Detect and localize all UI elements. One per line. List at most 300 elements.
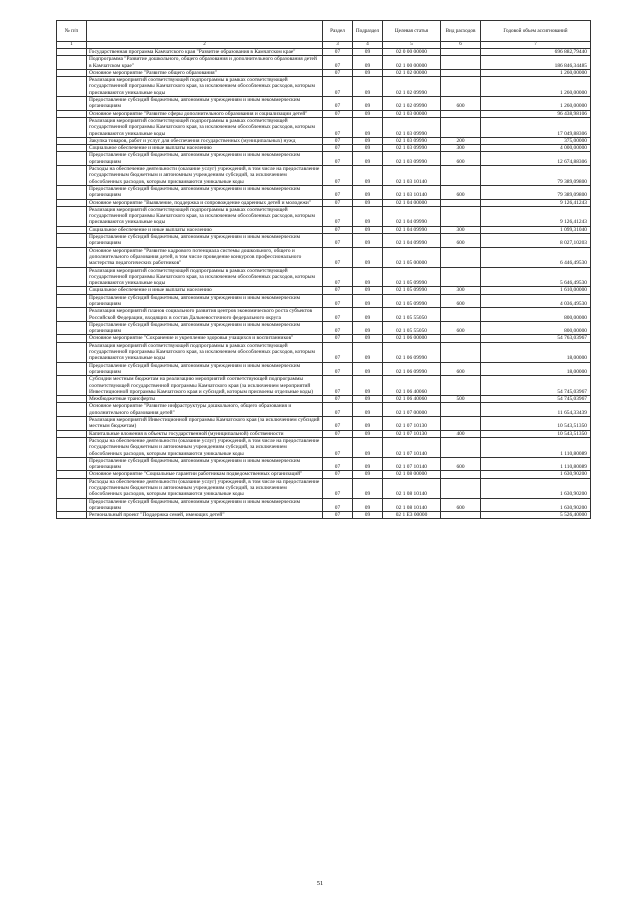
table-row xyxy=(57,403,591,417)
item-name-cell: Основное мероприятие "Развитие инфраструктуры дошкольного, общего образования и дополнительного образования детей" xyxy=(87,403,323,417)
expense-type-cell xyxy=(441,49,481,56)
expense-type-cell xyxy=(441,247,481,267)
table-row xyxy=(57,417,591,431)
section-code-cell: 07 xyxy=(323,69,353,76)
subsection-code-cell: 09 xyxy=(353,267,383,287)
row-number-cell xyxy=(57,137,87,144)
table-row xyxy=(57,247,591,267)
row-number-cell xyxy=(57,49,87,56)
item-name-cell: Реализация мероприятий соответствующей подпрограммы в рамках соответствующей государственной программы Камчатского края, за исключением обособленных расходов, которым присваиваются уникальные коды xyxy=(87,342,323,362)
subsection-code-cell: 09 xyxy=(353,287,383,294)
table-row xyxy=(57,199,591,206)
item-name-cell: Основное мероприятие "Выявление, поддержка и сопровождение одаренных детей и молодежи" xyxy=(87,199,323,206)
subsection-code-cell: 09 xyxy=(353,512,383,519)
section-code-cell: 07 xyxy=(323,117,353,137)
column-number: 5 xyxy=(383,42,441,49)
table-row xyxy=(57,308,591,322)
annual-sum-cell: 1 630,90200 xyxy=(481,478,591,498)
subsection-code-cell: 09 xyxy=(353,97,383,111)
column-number: 4 xyxy=(353,42,383,49)
table-row xyxy=(57,294,591,308)
annual-sum-cell: 1 260,00000 xyxy=(481,69,591,76)
expense-type-cell: 300 xyxy=(441,287,481,294)
subsection-code-cell: 09 xyxy=(353,362,383,376)
subsection-code-cell: 09 xyxy=(353,77,383,97)
item-name-cell: Подпрограмма "Развитие дошкольного, общего образования и дополнительного образования детей в Камчатском крае" xyxy=(87,56,323,70)
target-article-cell: 02 1 06 09990 xyxy=(383,342,441,362)
column-number: 1 xyxy=(57,42,87,49)
expense-type-cell: 600 xyxy=(441,498,481,512)
item-name-cell: Предоставление субсидий бюджетным, автономным учреждениям и иным некоммерческим организациям xyxy=(87,498,323,512)
item-name-cell: Предоставление субсидий бюджетным, автономным учреждениям и иным некоммерческим организациям xyxy=(87,294,323,308)
section-code-cell: 07 xyxy=(323,110,353,117)
annual-sum-cell: 54 745,03967 xyxy=(481,376,591,396)
row-number-cell xyxy=(57,437,87,457)
expense-type-cell xyxy=(441,199,481,206)
table-row xyxy=(57,166,591,186)
expense-type-cell: 600 xyxy=(441,457,481,471)
table-row xyxy=(57,471,591,478)
target-article-cell: 02 1 03 10140 xyxy=(383,185,441,199)
section-code-cell: 07 xyxy=(323,362,353,376)
expense-type-cell xyxy=(441,342,481,362)
row-number-cell xyxy=(57,321,87,335)
item-name-cell: Социальное обеспечение и иные выплаты населению xyxy=(87,226,323,233)
target-article-cell: 02 1 07 10140 xyxy=(383,437,441,457)
item-name-cell: Государственная программа Камчатского края "Развитие образования в Камчатском крае" xyxy=(87,49,323,56)
expense-type-cell xyxy=(441,417,481,431)
target-article-cell: 02 1 07 10130 xyxy=(383,430,441,437)
target-article-cell: 02 1 E3 00000 xyxy=(383,512,441,519)
section-code-cell: 07 xyxy=(323,342,353,362)
annual-sum-cell: 800,00000 xyxy=(481,308,591,322)
section-code-cell: 07 xyxy=(323,234,353,248)
row-number-cell xyxy=(57,110,87,117)
item-name-cell: Предоставление субсидий бюджетным, автономным учреждениям и иным некоммерческим организациям xyxy=(87,152,323,166)
item-name-cell: Предоставление субсидий бюджетным, автономным учреждениям и иным некоммерческим организациям xyxy=(87,321,323,335)
subsection-code-cell: 09 xyxy=(353,234,383,248)
target-article-cell: 02 1 02 00000 xyxy=(383,69,441,76)
row-number-cell xyxy=(57,403,87,417)
row-number-cell xyxy=(57,145,87,152)
table-row xyxy=(57,376,591,396)
row-number-cell xyxy=(57,335,87,342)
section-code-cell: 07 xyxy=(323,185,353,199)
subsection-code-cell: 09 xyxy=(353,335,383,342)
target-article-cell: 02 1 04 09990 xyxy=(383,206,441,226)
annual-sum-cell: 186 846,34485 xyxy=(481,56,591,70)
header-razdel: Раздел xyxy=(323,21,353,42)
row-number-cell xyxy=(57,512,87,519)
row-number-cell xyxy=(57,199,87,206)
target-article-cell: 02 1 08 00000 xyxy=(383,471,441,478)
target-article-cell: 02 1 03 09990 xyxy=(383,145,441,152)
subsection-code-cell: 09 xyxy=(353,308,383,322)
column-number: 2 xyxy=(87,42,323,49)
target-article-cell: 02 1 08 10140 xyxy=(383,478,441,498)
table-row xyxy=(57,117,591,137)
row-number-cell xyxy=(57,362,87,376)
annual-sum-cell: 1 110,80089 xyxy=(481,437,591,457)
expense-type-cell xyxy=(441,471,481,478)
section-code-cell: 07 xyxy=(323,206,353,226)
subsection-code-cell: 09 xyxy=(353,376,383,396)
row-number-cell xyxy=(57,267,87,287)
expense-type-cell: 600 xyxy=(441,362,481,376)
table-row xyxy=(57,430,591,437)
section-code-cell: 07 xyxy=(323,199,353,206)
table-row xyxy=(57,152,591,166)
row-number-cell xyxy=(57,234,87,248)
target-article-cell: 02 1 05 55050 xyxy=(383,308,441,322)
subsection-code-cell: 09 xyxy=(353,69,383,76)
table-row xyxy=(57,498,591,512)
section-code-cell: 07 xyxy=(323,287,353,294)
section-code-cell: 07 xyxy=(323,376,353,396)
target-article-cell: 02 1 06 00000 xyxy=(383,335,441,342)
table-row xyxy=(57,321,591,335)
row-number-cell xyxy=(57,69,87,76)
row-number-cell xyxy=(57,308,87,322)
subsection-code-cell: 09 xyxy=(353,226,383,233)
annual-sum-cell: 800,00000 xyxy=(481,321,591,335)
subsection-code-cell: 09 xyxy=(353,417,383,431)
item-name-cell: Реализация мероприятий соответствующей подпрограммы в рамках соответствующей государственной программы Камчатского края, за исключением обособленных расходов, которым присваиваются уникальные коды xyxy=(87,117,323,137)
annual-sum-cell: 54 745,03967 xyxy=(481,396,591,403)
column-number-row xyxy=(57,42,591,49)
item-name-cell: Расходы на обеспечение деятельности (оказание услуг) учреждений, в том числе на предоставление государственным бюджетным и автономным учреждениям субсидий, за исключением обособленных расходов, которым присваиваются уникальные коды xyxy=(87,437,323,457)
item-name-cell: Межбюджетные трансферты xyxy=(87,396,323,403)
table-row xyxy=(57,185,591,199)
subsection-code-cell: 09 xyxy=(353,437,383,457)
item-name-cell: Предоставление субсидий бюджетным, автономным учреждениям и иным некоммерческим организациям xyxy=(87,97,323,111)
target-article-cell: 02 0 00 00000 xyxy=(383,49,441,56)
section-code-cell: 07 xyxy=(323,437,353,457)
column-number: 6 xyxy=(441,42,481,49)
row-number-cell xyxy=(57,226,87,233)
expense-type-cell xyxy=(441,376,481,396)
section-code-cell: 07 xyxy=(323,417,353,431)
annual-sum-cell: 375,00000 xyxy=(481,137,591,144)
annual-sum-cell: 4 000,00000 xyxy=(481,145,591,152)
section-code-cell: 07 xyxy=(323,403,353,417)
table-row xyxy=(57,335,591,342)
annual-sum-cell: 5 646,49530 xyxy=(481,267,591,287)
target-article-cell: 02 1 03 10140 xyxy=(383,166,441,186)
expense-type-cell xyxy=(441,512,481,519)
item-name-cell: Предоставление субсидий бюджетным, автономным учреждениям и иным некоммерческим организациям xyxy=(87,362,323,376)
expense-type-cell xyxy=(441,117,481,137)
section-code-cell: 07 xyxy=(323,396,353,403)
annual-sum-cell: 79 389,09800 xyxy=(481,185,591,199)
table-row xyxy=(57,396,591,403)
subsection-code-cell: 09 xyxy=(353,342,383,362)
annual-sum-cell: 9 126,41243 xyxy=(481,199,591,206)
item-name-cell: Реализация мероприятий соответствующей подпрограммы в рамках соответствующей государственной программы Камчатского края, за исключением обособленных расходов, которым присваиваются уникальные коды xyxy=(87,206,323,226)
column-number: 3 xyxy=(323,42,353,49)
target-article-cell: 02 1 06 09990 xyxy=(383,362,441,376)
header-num: № п/п xyxy=(57,21,87,42)
table-row xyxy=(57,267,591,287)
expense-type-cell xyxy=(441,69,481,76)
expense-type-cell: 300 xyxy=(441,145,481,152)
item-name-cell: Закупка товаров, работ и услуг для обеспечения государственных (муниципальных) нужд xyxy=(87,137,323,144)
item-name-cell: Основное мероприятие "Развитие кадрового потенциала системы дошкольного, общего и дополнительного образования детей, в том числе проведение конкурсов профессионального мастерства педагогических работников" xyxy=(87,247,323,267)
target-article-cell: 02 1 03 09990 xyxy=(383,117,441,137)
expense-type-cell: 400 xyxy=(441,430,481,437)
expense-type-cell: 600 xyxy=(441,97,481,111)
subsection-code-cell: 09 xyxy=(353,498,383,512)
annual-sum-cell: 8 027,10203 xyxy=(481,234,591,248)
subsection-code-cell: 09 xyxy=(353,49,383,56)
table-row xyxy=(57,97,591,111)
target-article-cell: 02 1 07 10140 xyxy=(383,457,441,471)
annual-sum-cell: 10 543,51350 xyxy=(481,417,591,431)
table-row xyxy=(57,145,591,152)
expense-type-cell: 300 xyxy=(441,226,481,233)
item-name-cell: Реализация мероприятий планов социального развития центров экономического роста субъектов Российской Федерации, входящих в состав Дальневосточного федерального округа xyxy=(87,308,323,322)
subsection-code-cell: 09 xyxy=(353,471,383,478)
subsection-code-cell: 09 xyxy=(353,185,383,199)
subsection-code-cell: 09 xyxy=(353,478,383,498)
section-code-cell: 07 xyxy=(323,145,353,152)
expense-type-cell xyxy=(441,56,481,70)
table-row xyxy=(57,342,591,362)
item-name-cell: Основное мероприятие "Сохранение и укрепление здоровья учащихся и воспитанников" xyxy=(87,335,323,342)
row-number-cell xyxy=(57,471,87,478)
target-article-cell: 02 1 05 55050 xyxy=(383,321,441,335)
section-code-cell: 07 xyxy=(323,49,353,56)
table-row xyxy=(57,226,591,233)
target-article-cell: 02 1 00 00000 xyxy=(383,56,441,70)
item-name-cell: Основное мероприятие "Социальные гарантии работникам подведомственных организаций" xyxy=(87,471,323,478)
subsection-code-cell: 09 xyxy=(353,321,383,335)
subsection-code-cell: 09 xyxy=(353,294,383,308)
annual-sum-cell: 18,00000 xyxy=(481,362,591,376)
annual-sum-cell: 1 260,00000 xyxy=(481,77,591,97)
target-article-cell: 02 1 07 10130 xyxy=(383,417,441,431)
column-number: 7 xyxy=(481,42,591,49)
table-row xyxy=(57,362,591,376)
annual-sum-cell: 5 526,40000 xyxy=(481,512,591,519)
item-name-cell: Социальное обеспечение и иные выплаты населению xyxy=(87,287,323,294)
table-row xyxy=(57,206,591,226)
item-name-cell: Социальное обеспечение и иные выплаты населению xyxy=(87,145,323,152)
expense-type-cell xyxy=(441,77,481,97)
row-number-cell xyxy=(57,185,87,199)
target-article-cell: 02 1 06 40060 xyxy=(383,396,441,403)
target-article-cell: 02 1 03 00000 xyxy=(383,110,441,117)
expense-type-cell: 500 xyxy=(441,396,481,403)
row-number-cell xyxy=(57,166,87,186)
annual-sum-cell: 1 630,90200 xyxy=(481,471,591,478)
table-row xyxy=(57,437,591,457)
target-article-cell: 02 1 04 09990 xyxy=(383,226,441,233)
item-name-cell: Реализация мероприятий соответствующей подпрограммы в рамках соответствующей государственной программы Камчатского края, за исключением обособленных расходов, которым присваиваются уникальные коды xyxy=(87,77,323,97)
target-article-cell: 02 1 06 40060 xyxy=(383,376,441,396)
table-row xyxy=(57,478,591,498)
subsection-code-cell: 09 xyxy=(353,166,383,186)
expense-type-cell xyxy=(441,206,481,226)
section-code-cell: 07 xyxy=(323,247,353,267)
item-name-cell: Реализация мероприятий Инвестиционной программы Камчатского края (за исключением субсидий местным бюджетам) xyxy=(87,417,323,431)
expense-type-cell xyxy=(441,166,481,186)
annual-sum-cell: 696 882,79440 xyxy=(481,49,591,56)
expense-type-cell xyxy=(441,110,481,117)
row-number-cell xyxy=(57,56,87,70)
item-name-cell: Предоставление субсидий бюджетным, автономным учреждениям и иным некоммерческим организациям xyxy=(87,185,323,199)
item-name-cell: Региональный проект "Поддержка семей, имеющих детей" xyxy=(87,512,323,519)
row-number-cell xyxy=(57,206,87,226)
target-article-cell: 02 1 04 00000 xyxy=(383,199,441,206)
annual-sum-cell: 17 049,88306 xyxy=(481,117,591,137)
section-code-cell: 07 xyxy=(323,498,353,512)
table-row xyxy=(57,69,591,76)
section-code-cell: 07 xyxy=(323,226,353,233)
item-name-cell: Капитальные вложения в объекты государственной (муниципальной) собственности xyxy=(87,430,323,437)
target-article-cell: 02 1 05 09990 xyxy=(383,267,441,287)
section-code-cell: 07 xyxy=(323,152,353,166)
item-name-cell: Предоставление субсидий бюджетным, автономным учреждениям и иным некоммерческим организациям xyxy=(87,457,323,471)
row-number-cell xyxy=(57,498,87,512)
annual-sum-cell: 79 389,09800 xyxy=(481,166,591,186)
annual-sum-cell: 1 610,00000 xyxy=(481,287,591,294)
row-number-cell xyxy=(57,396,87,403)
annual-sum-cell: 18,00000 xyxy=(481,342,591,362)
item-name-cell: Основное мероприятие "Развитие общего образования" xyxy=(87,69,323,76)
expense-type-cell: 200 xyxy=(441,137,481,144)
table-row xyxy=(57,287,591,294)
row-number-cell xyxy=(57,117,87,137)
table-header-row xyxy=(57,21,591,42)
table-row xyxy=(57,137,591,144)
subsection-code-cell: 09 xyxy=(353,199,383,206)
expense-type-cell xyxy=(441,308,481,322)
annual-sum-cell: 11 654,33439 xyxy=(481,403,591,417)
expense-type-cell xyxy=(441,437,481,457)
subsection-code-cell: 09 xyxy=(353,457,383,471)
annual-sum-cell: 54 763,03967 xyxy=(481,335,591,342)
subsection-code-cell: 09 xyxy=(353,430,383,437)
annual-sum-cell: 12 674,88306 xyxy=(481,152,591,166)
row-number-cell xyxy=(57,97,87,111)
budget-table-page xyxy=(56,20,590,519)
table-row xyxy=(57,234,591,248)
target-article-cell: 02 1 05 00000 xyxy=(383,247,441,267)
subsection-code-cell: 09 xyxy=(353,206,383,226)
item-name-cell: Расходы на обеспечение деятельности (оказание услуг) учреждений, в том числе на предоставление государственным бюджетным и автономным учреждениям субсидий, за исключением обособленных расходов, которым присваиваются уникальные коды xyxy=(87,166,323,186)
table-row xyxy=(57,110,591,117)
row-number-cell xyxy=(57,294,87,308)
subsection-code-cell: 09 xyxy=(353,403,383,417)
target-article-cell: 02 1 02 09990 xyxy=(383,97,441,111)
row-number-cell xyxy=(57,342,87,362)
section-code-cell: 07 xyxy=(323,512,353,519)
table-row xyxy=(57,457,591,471)
target-article-cell: 02 1 04 09990 xyxy=(383,234,441,248)
section-code-cell: 07 xyxy=(323,457,353,471)
annual-sum-cell: 10 543,51350 xyxy=(481,430,591,437)
table-row xyxy=(57,56,591,70)
annual-sum-cell: 1 110,80089 xyxy=(481,457,591,471)
row-number-cell xyxy=(57,417,87,431)
target-article-cell: 02 1 08 10140 xyxy=(383,498,441,512)
section-code-cell: 07 xyxy=(323,137,353,144)
annual-sum-cell: 6 446,49530 xyxy=(481,247,591,267)
annual-sum-cell: 9 126,41243 xyxy=(481,206,591,226)
row-number-cell xyxy=(57,152,87,166)
section-code-cell: 07 xyxy=(323,56,353,70)
row-number-cell xyxy=(57,247,87,267)
section-code-cell: 07 xyxy=(323,308,353,322)
subsection-code-cell: 09 xyxy=(353,247,383,267)
item-name-cell: Основное мероприятие "Развитие сферы дополнительного образования и социализации детей" xyxy=(87,110,323,117)
annual-sum-cell: 1 099,31040 xyxy=(481,226,591,233)
item-name-cell: Предоставление субсидий бюджетным, автономным учреждениям и иным некоммерческим организациям xyxy=(87,234,323,248)
annual-sum-cell: 1 630,90200 xyxy=(481,498,591,512)
header-expense-type: Вид расходов xyxy=(441,21,481,42)
budget-allocation-table xyxy=(56,20,591,519)
row-number-cell xyxy=(57,77,87,97)
expense-type-cell: 600 xyxy=(441,294,481,308)
subsection-code-cell: 09 xyxy=(353,396,383,403)
annual-sum-cell: 4 036,49530 xyxy=(481,294,591,308)
section-code-cell: 07 xyxy=(323,321,353,335)
table-row xyxy=(57,77,591,97)
section-code-cell: 07 xyxy=(323,77,353,97)
item-name-cell: Расходы на обеспечение деятельности (оказание услуг) учреждений, в том числе на предоставление государственным бюджетным и автономным учреждениям субсидий, за исключением обособленных расходов, которым присваиваются уникальные коды xyxy=(87,478,323,498)
section-code-cell: 07 xyxy=(323,430,353,437)
section-code-cell: 07 xyxy=(323,478,353,498)
expense-type-cell: 600 xyxy=(441,185,481,199)
annual-sum-cell: 1 260,00000 xyxy=(481,97,591,111)
item-name-cell: Реализация мероприятий соответствующей подпрограммы в рамках соответствующей государственной программы Камчатского края, за исключением обособленных расходов, которым присваиваются уникальные коды xyxy=(87,267,323,287)
target-article-cell: 02 1 05 09990 xyxy=(383,294,441,308)
expense-type-cell xyxy=(441,478,481,498)
header-annual-sum: Годовой объем ассигнований xyxy=(481,21,591,42)
row-number-cell xyxy=(57,287,87,294)
section-code-cell: 07 xyxy=(323,335,353,342)
section-code-cell: 07 xyxy=(323,471,353,478)
subsection-code-cell: 09 xyxy=(353,117,383,137)
annual-sum-cell: 96 438,98106 xyxy=(481,110,591,117)
subsection-code-cell: 09 xyxy=(353,110,383,117)
expense-type-cell xyxy=(441,403,481,417)
header-target-article: Целевая статья xyxy=(383,21,441,42)
item-name-cell: Субсидии местным бюджетам на реализацию мероприятий соответствующей подпрограммы соответствующей государственной программы Камчатского края (за исключением мероприятий Инвестиционной программы Камчатского края и субсидий, которым присвоены отдельные коды) xyxy=(87,376,323,396)
target-article-cell: 02 1 03 09990 xyxy=(383,137,441,144)
target-article-cell: 02 1 02 09990 xyxy=(383,77,441,97)
expense-type-cell: 600 xyxy=(441,152,481,166)
section-code-cell: 07 xyxy=(323,166,353,186)
table-row xyxy=(57,49,591,56)
row-number-cell xyxy=(57,478,87,498)
expense-type-cell xyxy=(441,335,481,342)
row-number-cell xyxy=(57,457,87,471)
header-podrazdel: Подраздел xyxy=(353,21,383,42)
target-article-cell: 02 1 05 09990 xyxy=(383,287,441,294)
expense-type-cell xyxy=(441,267,481,287)
target-article-cell: 02 1 03 09990 xyxy=(383,152,441,166)
target-article-cell: 02 1 07 00000 xyxy=(383,403,441,417)
row-number-cell xyxy=(57,376,87,396)
header-name xyxy=(87,21,323,42)
subsection-code-cell: 09 xyxy=(353,152,383,166)
section-code-cell: 07 xyxy=(323,97,353,111)
subsection-code-cell: 09 xyxy=(353,137,383,144)
subsection-code-cell: 09 xyxy=(353,56,383,70)
subsection-code-cell: 09 xyxy=(353,145,383,152)
